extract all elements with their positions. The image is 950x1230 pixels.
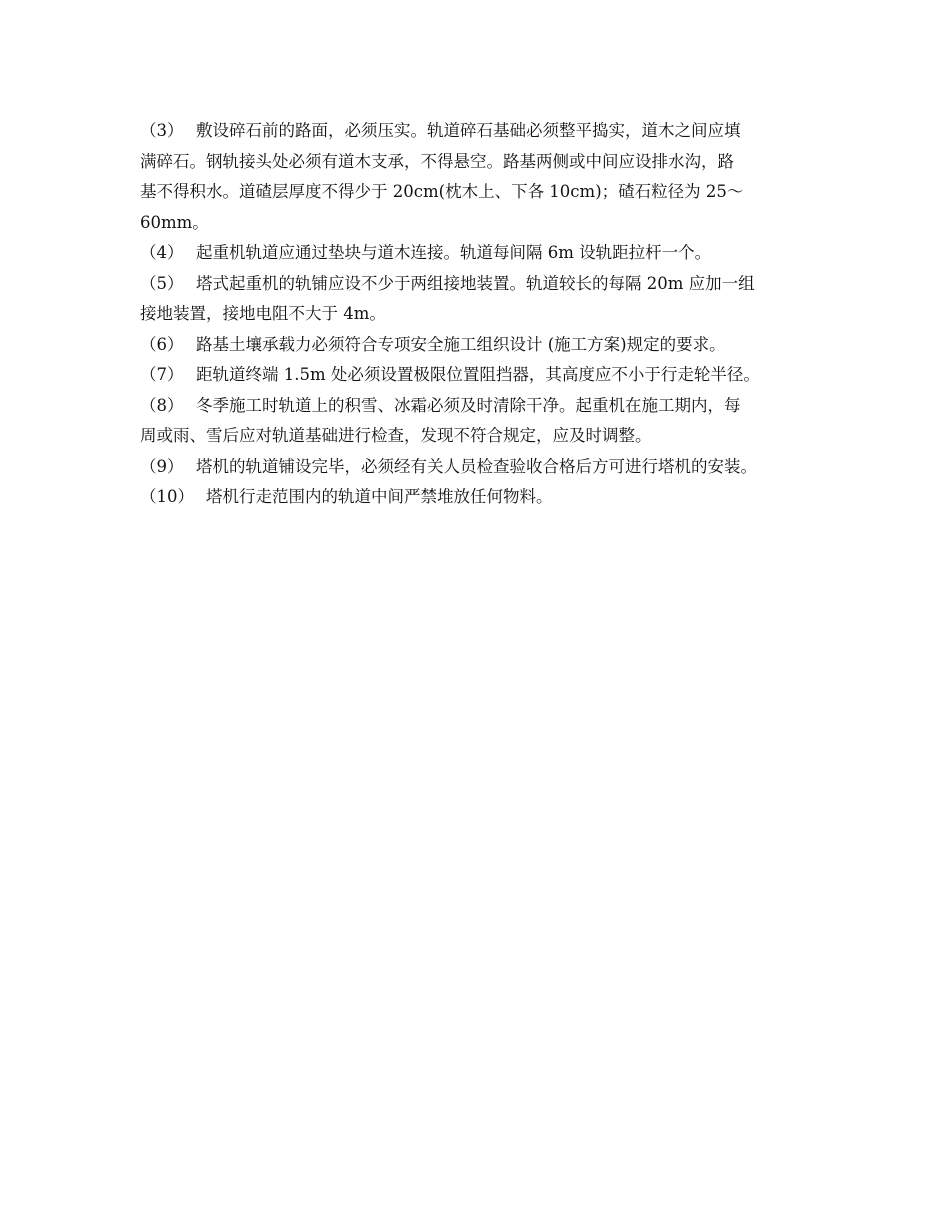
paragraph-line: 基不得积水。道碴层厚度不得少于 20cm(枕木上、下各 10cm)；碴石粒径为 25～ — [140, 182, 744, 201]
paragraph-line — [140, 482, 820, 513]
item-text: 冬季施工时轨道上的积雪、冰霜必须及时清除干净。起重机在施工期内，每 — [196, 395, 741, 415]
paragraph-line — [140, 360, 820, 391]
item-number: （3） — [140, 121, 184, 140]
paragraph-line — [140, 116, 820, 147]
paragraph-line — [140, 330, 820, 361]
item-text: 起重机轨道应通过垫块与道木连接。轨道每间隔 6m 设轨距拉杆一个。 — [196, 243, 712, 262]
item-text: 塔机行走范围内的轨道中间严禁堆放任何物料。 — [206, 487, 553, 506]
item-text: 塔式起重机的轨铺应设不少于两组接地装置。轨道较长的每隔 20m 应加一组 — [196, 273, 755, 293]
paragraph-line: 满碎石。钢轨接头处必须有道木支承，不得悬空。路基两侧或中间应设排水沟，路 — [140, 151, 734, 171]
item-number: （7） — [140, 365, 184, 384]
paragraph-line — [140, 269, 820, 300]
item-text: 敷设碎石前的路面，必须压实。轨道碎石基础必须整平捣实，道木之间应填 — [196, 121, 741, 140]
item-number: （5） — [140, 273, 184, 293]
paragraph-line — [140, 391, 820, 422]
item-text: 塔机的轨道铺设完毕，必须经有关人员检查验收合格后方可进行塔机的安装。 — [196, 456, 757, 476]
paragraph-line: 周或雨、雪后应对轨道基础进行检查，发现不符合规定，应及时调整。 — [140, 426, 652, 445]
item-text: 距轨道终端 1.5m 处必须设置极限位置阻挡器，其高度应不小于行走轮半径。 — [196, 365, 760, 384]
paragraph-line — [140, 452, 820, 483]
item-number: （8） — [140, 395, 184, 415]
paragraph-line — [140, 238, 820, 269]
paragraph-line: 60mm。 — [140, 212, 209, 232]
paragraph-line: 接地装置，接地电阻不大于 4m。 — [140, 304, 386, 323]
item-number: （9） — [140, 456, 184, 476]
item-text: 路基土壤承载力必须符合专项安全施工组织设计 (施工方案)规定的要求。 — [196, 334, 726, 354]
item-number: （4） — [140, 243, 184, 262]
document-body — [140, 116, 820, 513]
item-number: （10） — [140, 487, 194, 506]
item-number: （6） — [140, 334, 184, 354]
